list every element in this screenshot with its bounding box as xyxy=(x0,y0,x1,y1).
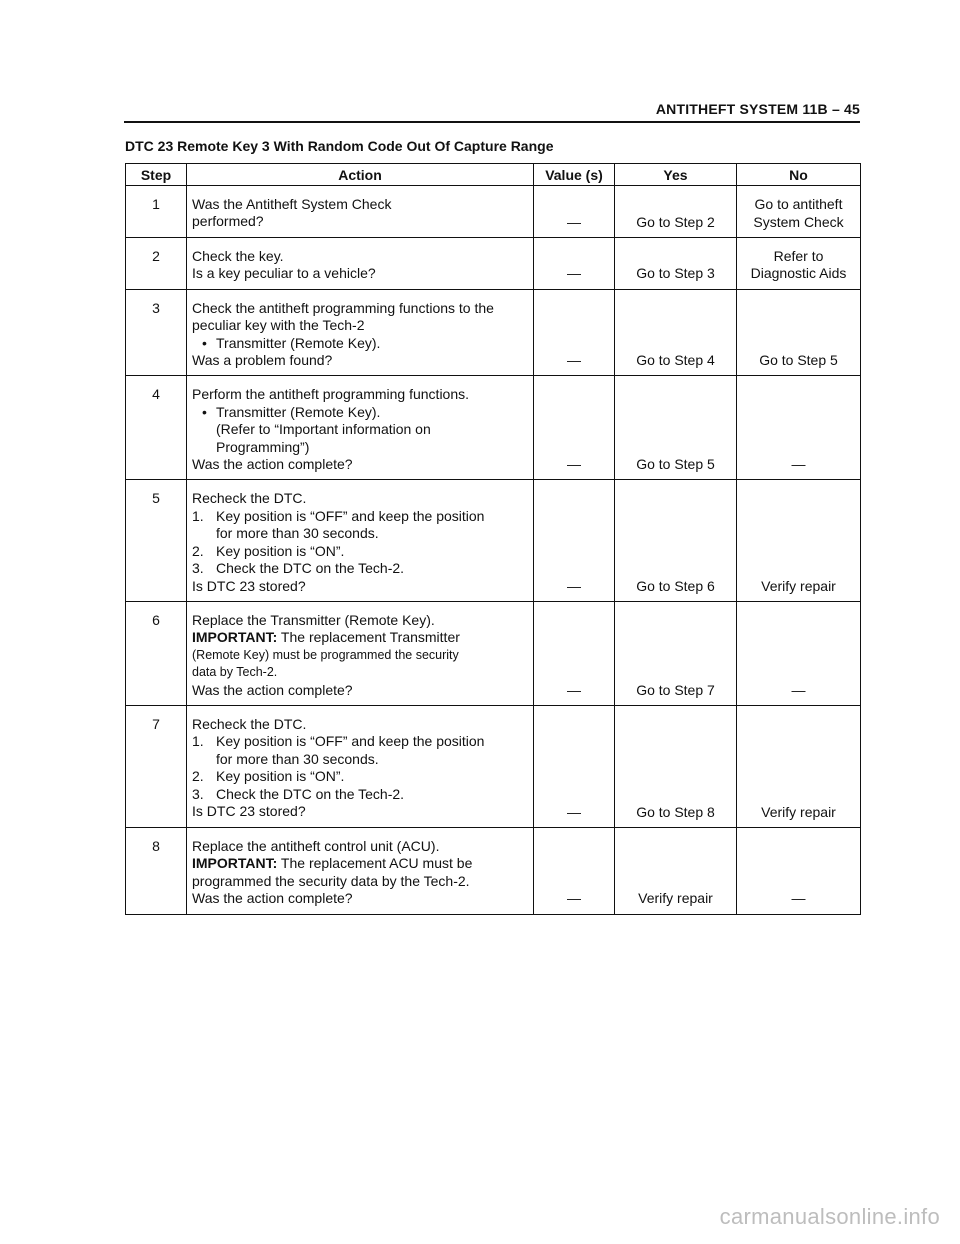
no-cell-line: Verify repair xyxy=(761,803,836,820)
step-cell: 1 xyxy=(126,186,187,238)
list-number: 2. xyxy=(192,768,204,785)
value-cell: — xyxy=(534,480,615,601)
action-line: Replace the Transmitter (Remote Key). xyxy=(192,611,435,628)
list-number: 1. xyxy=(192,733,204,750)
action-numbered-line xyxy=(192,508,528,525)
action-bullet-line xyxy=(192,404,528,421)
value-cell: — xyxy=(534,601,615,705)
action-line: Recheck the DTC. xyxy=(192,715,307,732)
list-number: 1. xyxy=(192,507,204,524)
action-cell xyxy=(187,601,534,705)
action-cell xyxy=(187,289,534,376)
important-text: The replacement ACU must be xyxy=(277,855,473,872)
table-row xyxy=(126,376,861,480)
value-cell: — xyxy=(534,289,615,376)
table-body xyxy=(126,186,861,915)
no-cell xyxy=(737,601,861,705)
action-numbered-line xyxy=(192,786,528,803)
table-row xyxy=(126,238,861,290)
no-cell-line: Refer to xyxy=(773,248,824,264)
action-numbered-text: Key position is “ON”. xyxy=(216,542,345,559)
column-header-yes: Yes xyxy=(615,164,737,186)
value-cell: — xyxy=(534,186,615,238)
action-numbered-line xyxy=(192,733,528,750)
action-numbered-text: Key position is “OFF” and keep the position xyxy=(216,507,485,524)
action-line: peculiar key with the Tech-2 xyxy=(192,317,365,334)
no-cell-line: Diagnostic Aids xyxy=(750,265,847,282)
yes-cell: Go to Step 4 xyxy=(615,289,737,376)
important-label: IMPORTANT: xyxy=(192,629,278,646)
action-line: data by Tech-2. xyxy=(192,665,278,680)
action-line: Programming”) xyxy=(216,438,310,455)
column-header-action: Action xyxy=(187,164,534,186)
list-number: 3. xyxy=(192,560,204,577)
important-note-line xyxy=(192,855,528,872)
diagnostic-table xyxy=(125,163,861,915)
action-line: for more than 30 seconds. xyxy=(216,750,379,767)
step-cell: 4 xyxy=(126,376,187,480)
bullet-icon: • xyxy=(202,403,207,420)
table-row xyxy=(126,289,861,376)
action-bullet-text: Transmitter (Remote Key). xyxy=(216,334,381,351)
yes-cell: Go to Step 7 xyxy=(615,601,737,705)
action-cell xyxy=(187,186,534,238)
no-cell-line: System Check xyxy=(753,213,844,230)
list-number: 2. xyxy=(192,542,204,559)
column-header-no: No xyxy=(737,164,861,186)
no-cell-line: — xyxy=(791,890,806,907)
table-row xyxy=(126,480,861,601)
action-line: Recheck the DTC. xyxy=(192,490,307,507)
table-row xyxy=(126,827,861,914)
action-numbered-line xyxy=(192,768,528,785)
action-line: programmed the security data by the Tech-2. xyxy=(192,872,470,889)
action-line: Was the action complete? xyxy=(192,456,353,473)
value-cell: — xyxy=(534,827,615,914)
no-cell-line: Go to antitheft xyxy=(754,196,843,213)
important-text: The replacement Transmitter xyxy=(277,629,460,646)
step-cell: 5 xyxy=(126,480,187,601)
action-numbered-line xyxy=(192,560,528,577)
action-cell xyxy=(187,827,534,914)
no-cell-line: — xyxy=(791,456,806,473)
important-label: IMPORTANT: xyxy=(192,855,278,872)
action-line: Was the action complete? xyxy=(192,890,353,907)
no-cell xyxy=(737,289,861,376)
action-line: Is DTC 23 stored? xyxy=(192,802,306,819)
value-cell: — xyxy=(534,705,615,827)
no-cell xyxy=(737,827,861,914)
action-line: Was the action complete? xyxy=(192,681,353,698)
no-cell xyxy=(737,480,861,601)
action-numbered-text: Key position is “ON”. xyxy=(216,768,345,785)
step-cell: 7 xyxy=(126,705,187,827)
yes-cell: Verify repair xyxy=(615,827,737,914)
yes-cell: Go to Step 3 xyxy=(615,238,737,290)
bullet-icon: • xyxy=(202,334,207,351)
action-line: performed? xyxy=(192,213,264,230)
action-bullet-line xyxy=(192,335,528,352)
action-line: Replace the antitheft control unit (ACU). xyxy=(192,837,440,854)
action-line: Is a key peculiar to a vehicle? xyxy=(192,265,376,282)
section-title: DTC 23 Remote Key 3 With Random Code Out Of Capture Range xyxy=(125,138,554,154)
table-row xyxy=(126,186,861,238)
action-cell xyxy=(187,376,534,480)
action-line: Check the key. xyxy=(192,248,284,264)
column-header-value: Value (s) xyxy=(534,164,615,186)
step-cell: 2 xyxy=(126,238,187,290)
action-line: Perform the antitheft programming functions. xyxy=(192,386,470,403)
action-numbered-text: Key position is “OFF” and keep the position xyxy=(216,733,485,750)
action-cell xyxy=(187,480,534,601)
action-line: Is DTC 23 stored? xyxy=(192,577,306,594)
no-cell-line: Verify repair xyxy=(761,577,836,594)
watermark: carmanualsonline.info xyxy=(719,1204,940,1229)
no-cell xyxy=(737,376,861,480)
action-bullet-text: Transmitter (Remote Key). xyxy=(216,403,381,420)
important-note-line xyxy=(192,629,528,646)
action-line: Check the antitheft programming functions to the xyxy=(192,299,494,316)
no-cell xyxy=(737,238,861,290)
action-line: (Remote Key) must be programmed the security xyxy=(192,647,459,662)
table-row xyxy=(126,601,861,705)
table-header-row xyxy=(126,164,861,186)
running-header: ANTITHEFT SYSTEM 11B – 45 xyxy=(655,101,860,117)
step-cell: 6 xyxy=(126,601,187,705)
list-number: 3. xyxy=(192,785,204,802)
yes-cell: Go to Step 8 xyxy=(615,705,737,827)
no-cell xyxy=(737,186,861,238)
value-cell: — xyxy=(534,238,615,290)
table-row xyxy=(126,705,861,827)
no-cell-line: Go to Step 5 xyxy=(759,352,838,369)
action-line: Was a problem found? xyxy=(192,352,333,369)
action-line: for more than 30 seconds. xyxy=(216,525,379,542)
action-line: Was the Antitheft System Check xyxy=(192,196,392,212)
action-numbered-text: Check the DTC on the Tech-2. xyxy=(216,560,405,577)
no-cell xyxy=(737,705,861,827)
action-numbered-text: Check the DTC on the Tech-2. xyxy=(216,785,405,802)
header-rule xyxy=(124,121,860,123)
column-header-step: Step xyxy=(126,164,187,186)
yes-cell: Go to Step 6 xyxy=(615,480,737,601)
no-cell-line: — xyxy=(791,681,806,698)
action-cell xyxy=(187,238,534,290)
yes-cell: Go to Step 5 xyxy=(615,376,737,480)
step-cell: 3 xyxy=(126,289,187,376)
action-cell xyxy=(187,705,534,827)
action-line: (Refer to “Important information on xyxy=(216,421,431,438)
yes-cell: Go to Step 2 xyxy=(615,186,737,238)
action-numbered-line xyxy=(192,543,528,560)
value-cell: — xyxy=(534,376,615,480)
step-cell: 8 xyxy=(126,827,187,914)
